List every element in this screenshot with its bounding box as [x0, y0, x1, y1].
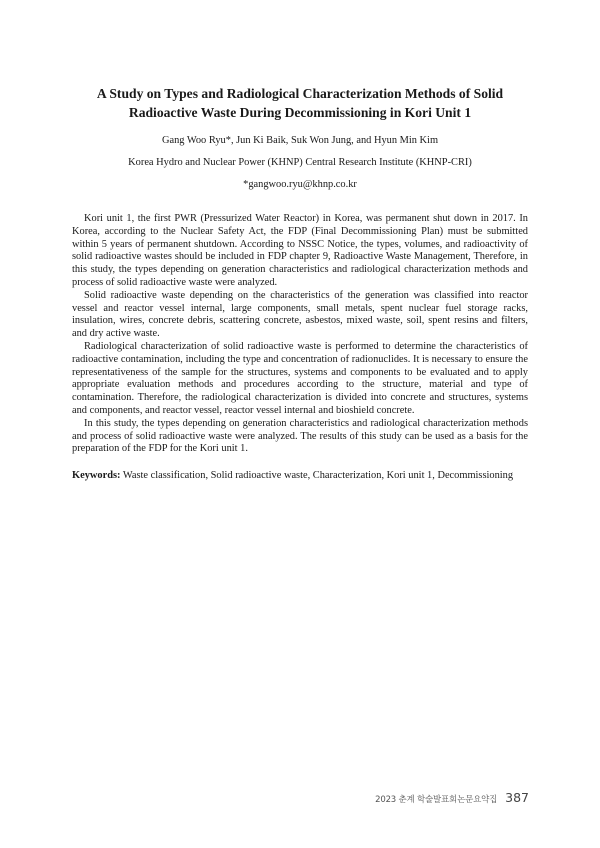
page-number: 387 — [505, 790, 529, 805]
page-footer — [375, 790, 529, 805]
affiliation: Korea Hydro and Nuclear Power (KHNP) Central Research Institute (KHNP-CRI) — [128, 157, 472, 168]
paper-title — [60, 84, 540, 122]
keywords-text: Waste classification, Solid radioactive waste, Characterization, Kori unit 1, Decommissioning — [122, 470, 514, 481]
abstract-paragraph-3: Radiological characterization of solid radioactive waste is performed to determine the characteristics of radioactive contamination, including the type and concentration of radionuclides. It is necessary to ensure the representativeness of the sample for the structures, systems and components to be evaluated and to apply appropriate evaluation methods and procedures according to the structure, material and type of contamination. Therefore, the radiological characterization is divided into concrete and structures, systems and components, and reactor vessel, reactor vessel internal and bioshield concrete. — [72, 340, 528, 416]
abstract-paragraph-2: Solid radioactive waste depending on the characteristics of the generation was classified into reactor vessel and reactor vessel internal, large components, small metals, spent nuclear fuel storage racks, insulation, wires, concrete debris, scattering concrete, asbestos, mixed waste, soil, spent resins and filters, and dry active waste. — [72, 289, 528, 340]
keywords-label: Keywords: — [72, 470, 121, 481]
abstract-body — [72, 213, 528, 456]
abstract-paragraph-4: In this study, the types depending on generation characteristics and radiological characterization methods and process of solid radioactive waste were analyzed. The results of this study can be used as a basis for the preparation of the FDP for the Kori unit 1. — [72, 417, 528, 455]
paper-title-line-1: A Study on Types and Radiological Characterization Methods of Solid — [96, 86, 504, 101]
proceedings-name: 2023 춘계 학술발표회논문요약집 — [375, 795, 498, 805]
corresponding-email: *gangwoo.ryu@khnp.co.kr — [243, 179, 357, 190]
paper-title-line-2: Radioactive Waste During Decommissioning in Kori Unit 1 — [128, 105, 472, 120]
abstract-paragraph-1: Kori unit 1, the first PWR (Pressurized Water Reactor) in Korea, was permanent shut down in 2017. In Korea, according to the Nuclear Safety Act, the FDP (Final Decommissioning Plan) must be submitted within 5 years of permanent shutdown. According to NSSC Notice, the types, volumes, and radioactivity of solid radioactive wastes should be included in FDP chapter 9, Radioactive Waste Management, Therefore, in this study, the types depending on generation characteristics and radiological characterization methods and process of solid radioactive waste were analyzed. — [72, 213, 528, 288]
author-list: Gang Woo Ryu*, Jun Ki Baik, Suk Won Jung, and Hyun Min Kim — [161, 135, 439, 146]
keywords-line — [72, 469, 532, 482]
